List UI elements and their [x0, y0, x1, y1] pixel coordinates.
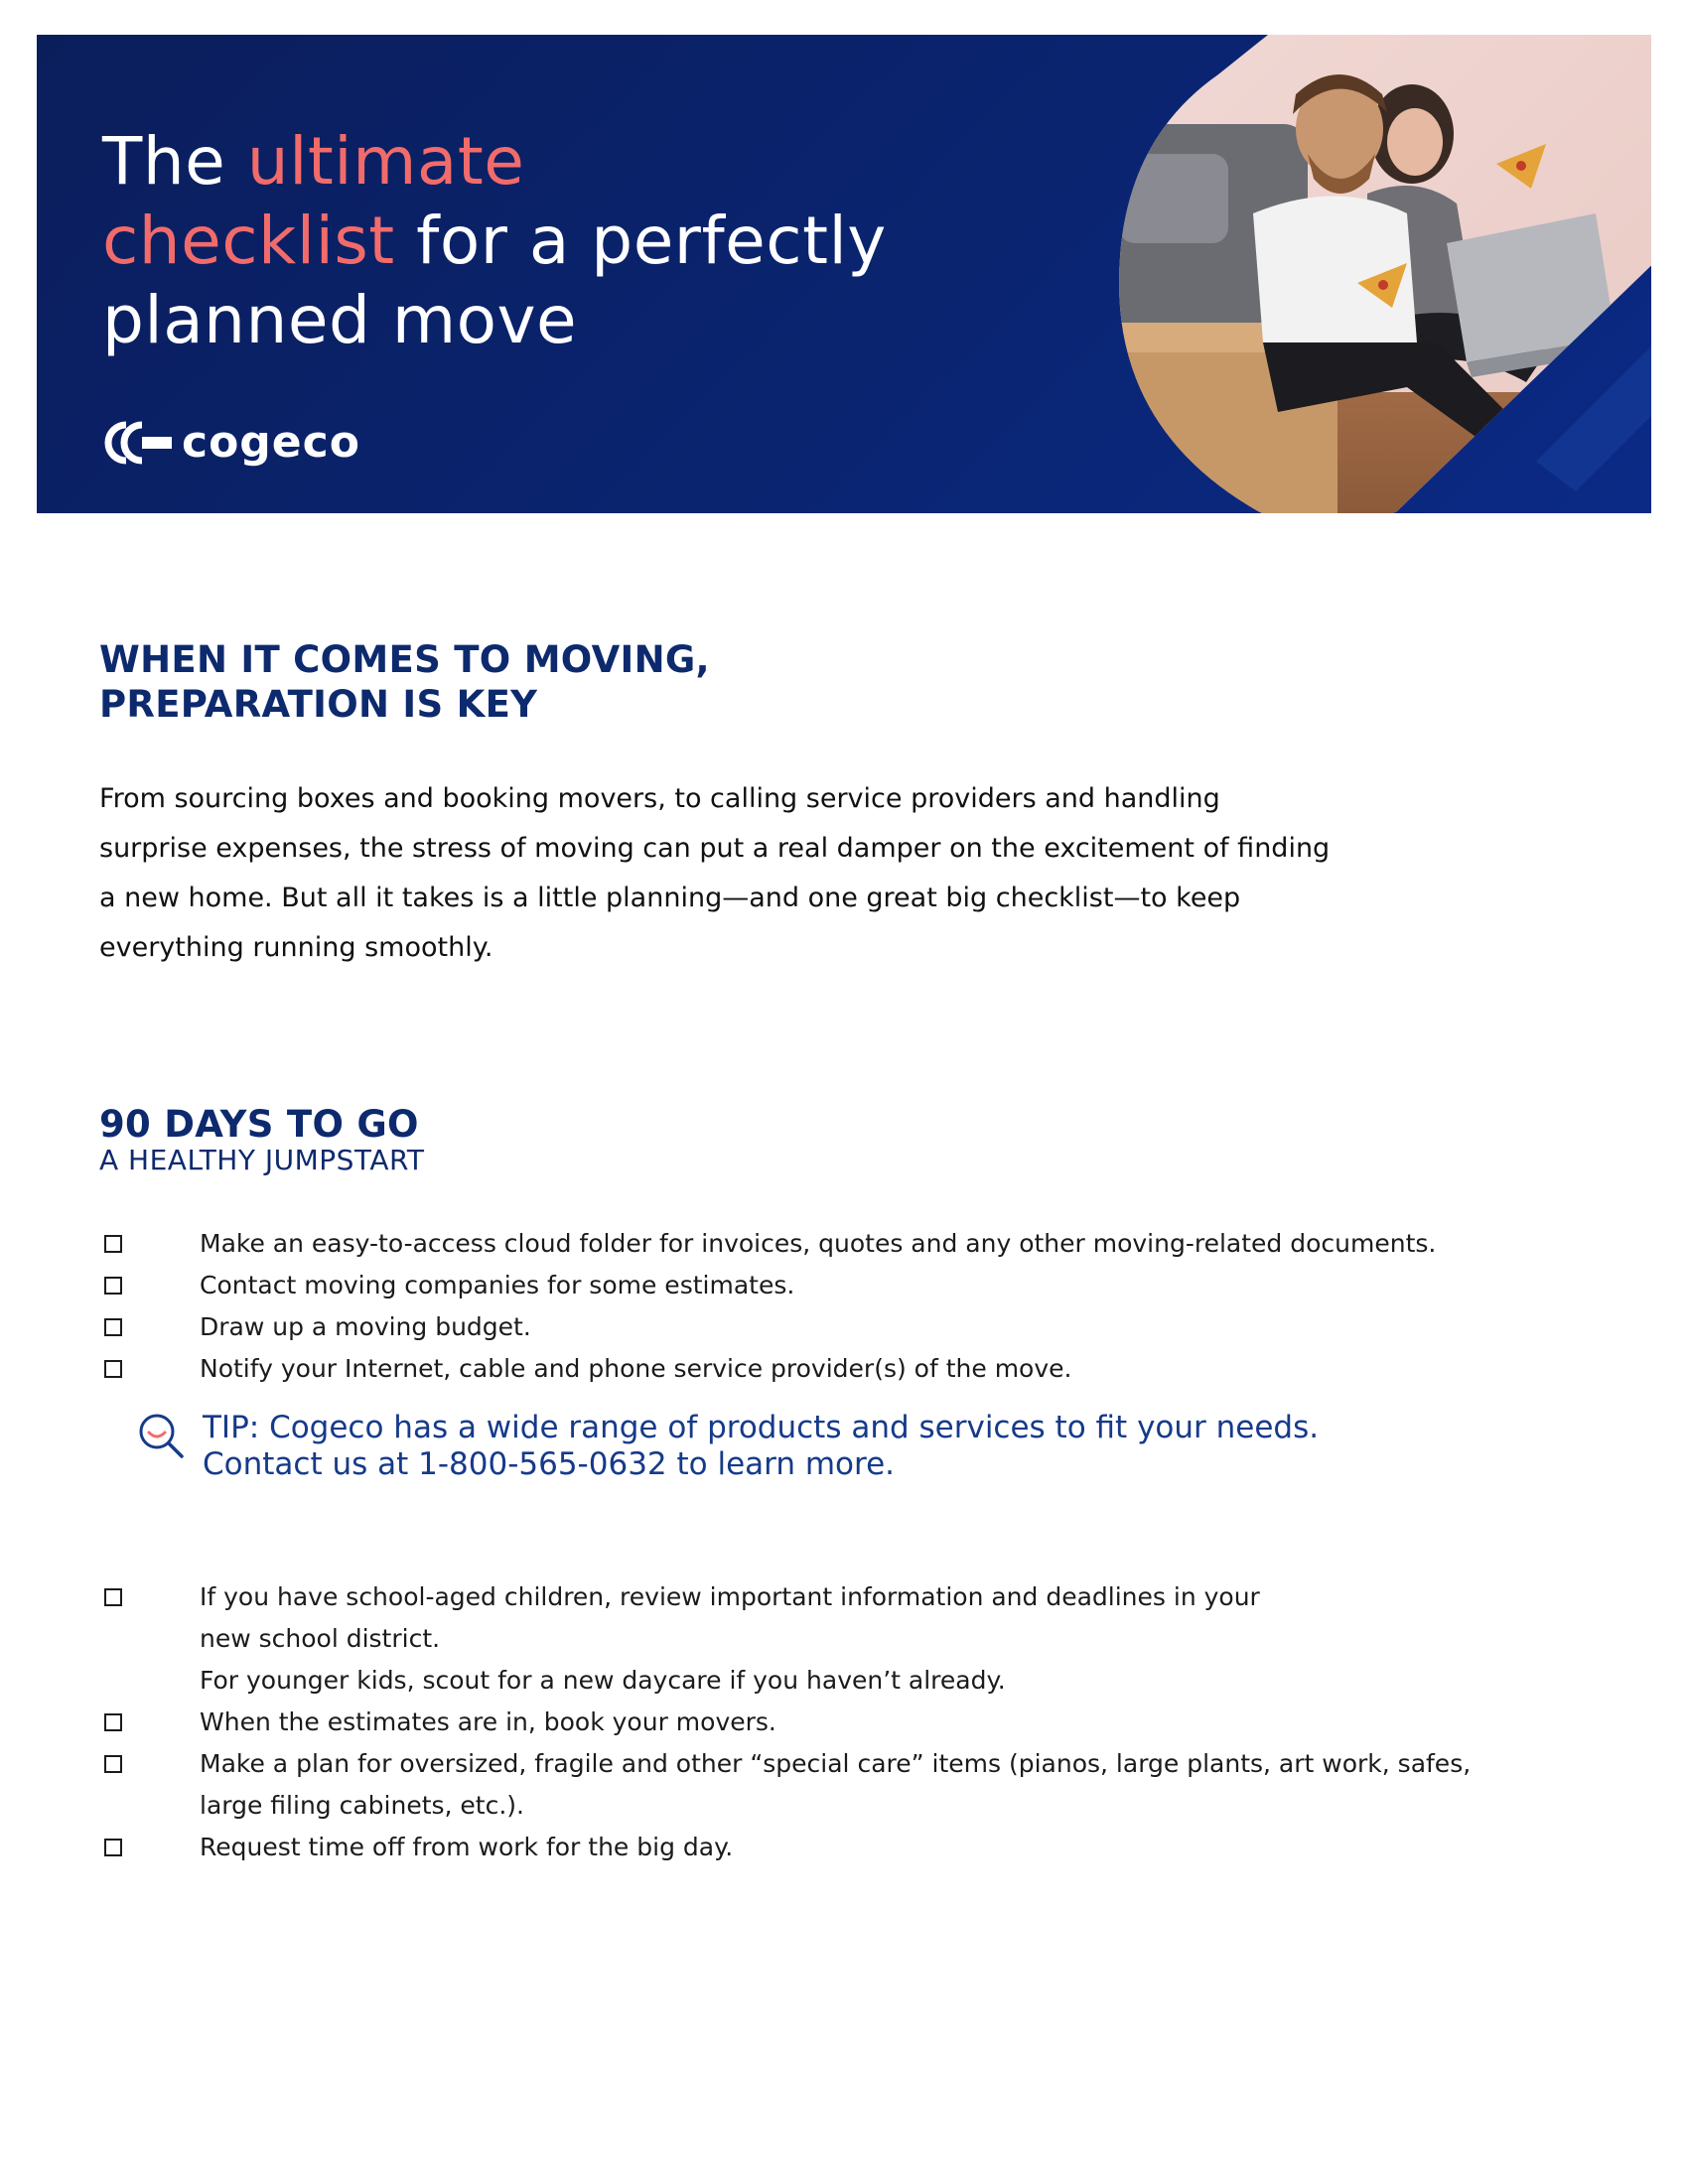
- checklist-item: [99, 1702, 1509, 1743]
- checkbox[interactable]: [104, 1588, 122, 1606]
- checkbox[interactable]: [104, 1713, 122, 1731]
- intro-line: a new home. But all it takes is a little planning—and one great big checklist—to keep: [99, 883, 1241, 913]
- title-accent-text: checklist: [102, 203, 395, 279]
- section-90-subheading: A HEALTHY JUMPSTART: [99, 1144, 425, 1176]
- intro-paragraph: [99, 774, 1370, 973]
- hero-title: [102, 122, 996, 360]
- checklist-item: [99, 1827, 1509, 1868]
- checklist-item-text: When the estimates are in, book your movers.: [200, 1707, 776, 1736]
- checklist-b: [99, 1576, 1509, 1868]
- checkbox[interactable]: [104, 1277, 122, 1295]
- title-accent-text: ultimate: [246, 123, 525, 200]
- tip-phone-line: Contact us at 1-800-565-0632 to learn more.: [203, 1446, 896, 1482]
- magnifier-smile-icon: [137, 1412, 187, 1461]
- checklist-item-text: Make a plan for oversized, fragile and other “special care” items (pianos, large plants, art work, safes,: [200, 1749, 1472, 1778]
- checklist-item-text: Request time off from work for the big day.: [200, 1833, 734, 1861]
- checklist-item-text: new school district.: [200, 1624, 441, 1653]
- tip-line: TIP: Cogeco has a wide range of products and services to fit your needs.: [203, 1410, 1320, 1445]
- checklist-item: [99, 1306, 1509, 1348]
- checkbox[interactable]: [104, 1755, 122, 1773]
- intro-line: everything running smoothly.: [99, 932, 493, 963]
- checklist-item: [99, 1743, 1509, 1827]
- checklist-item-text: If you have school-aged children, review important information and deadlines in your: [200, 1582, 1260, 1611]
- intro-heading-line: WHEN IT COMES TO MOVING,: [99, 638, 710, 681]
- checklist-item-text: Draw up a moving budget.: [200, 1312, 531, 1341]
- checklist-item-text: Contact moving companies for some estimates.: [200, 1271, 795, 1299]
- title-text: planned move: [102, 282, 578, 358]
- intro-heading-line: PREPARATION IS KEY: [99, 683, 538, 726]
- checklist-item-text: Notify your Internet, cable and phone service provider(s) of the move.: [200, 1354, 1072, 1383]
- hero-banner: [37, 35, 1651, 513]
- checklist-item: [99, 1223, 1509, 1265]
- brand-wordmark: cogeco: [182, 417, 360, 468]
- intro-heading: [99, 637, 710, 727]
- checklist-item-text: For younger kids, scout for a new daycare if you haven’t already.: [200, 1666, 1006, 1695]
- checklist-item: [99, 1348, 1509, 1390]
- title-text: The: [102, 123, 247, 200]
- tip-text: [203, 1410, 1319, 1483]
- checklist-item: [99, 1265, 1509, 1306]
- cogeco-logo: [102, 418, 360, 468]
- checkbox[interactable]: [104, 1360, 122, 1378]
- checkbox[interactable]: [104, 1235, 122, 1253]
- checklist-item-text: large filing cabinets, etc.).: [200, 1791, 525, 1820]
- cogeco-logo-icon: [102, 420, 176, 466]
- couple-eating-pizza-photo: [1079, 35, 1651, 513]
- title-text: for a perfectly: [394, 203, 887, 279]
- intro-line: From sourcing boxes and booking movers, to calling service providers and handling: [99, 783, 1220, 814]
- checkbox[interactable]: [104, 1839, 122, 1856]
- checklist-a: [99, 1223, 1509, 1390]
- checkbox[interactable]: [104, 1318, 122, 1336]
- tip-callout: [137, 1410, 1428, 1499]
- checklist-item-text: Make an easy-to-access cloud folder for invoices, quotes and any other moving-related documents.: [200, 1229, 1437, 1258]
- section-90-heading: 90 DAYS TO GO: [99, 1103, 419, 1146]
- intro-line: surprise expenses, the stress of moving can put a real damper on the excitement of finding: [99, 833, 1331, 864]
- checklist-item: [99, 1576, 1509, 1702]
